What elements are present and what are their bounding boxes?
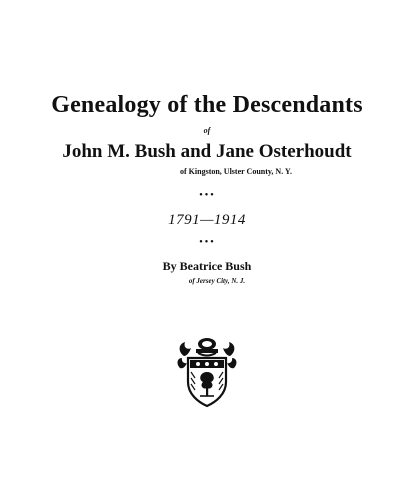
year-range: 1791—1914: [168, 212, 246, 228]
coat-of-arms-icon: [176, 334, 238, 410]
subject-location: of Kingston, Ulster County, N. Y.: [180, 167, 292, 176]
book-title: Genealogy of the Descendants: [51, 92, 363, 118]
author-city: of Jersey City, N. J.: [188, 277, 246, 285]
of-connector: of: [203, 126, 211, 135]
ornament-divider-top: •••: [198, 191, 216, 199]
subject-names: John M. Bush and Jane Osterhoudt: [62, 141, 352, 162]
author-byline: By Beatrice Bush: [162, 259, 252, 273]
ornament-divider-bottom: •••: [198, 238, 216, 246]
